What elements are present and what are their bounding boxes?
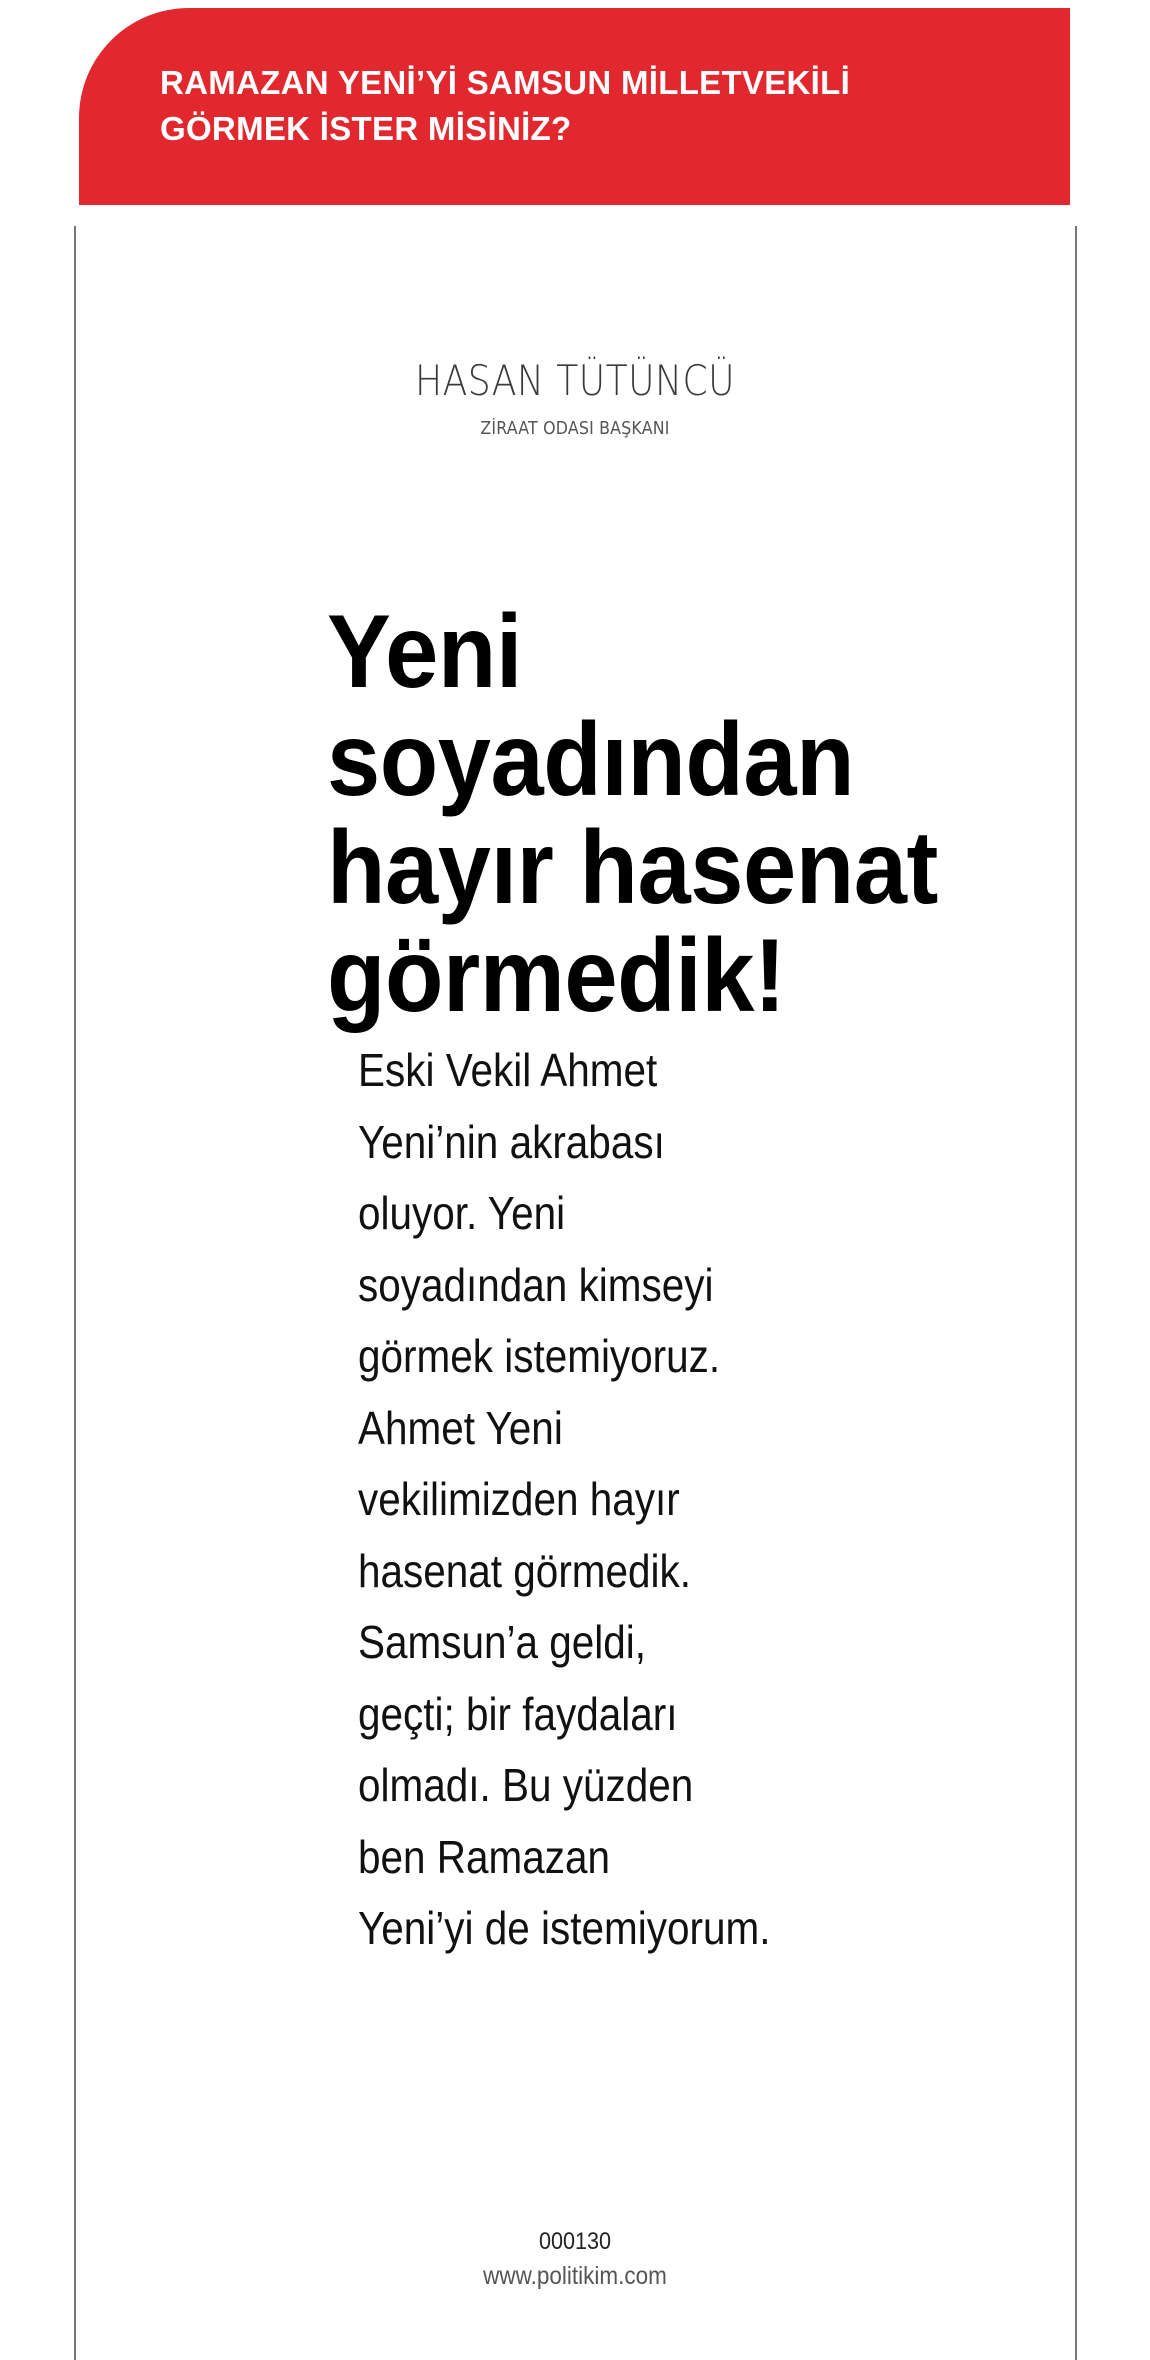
- author-name: HASAN TÜTÜNCÜ: [415, 356, 735, 405]
- body-line: geçti; bir faydaları: [358, 1687, 678, 1740]
- body-line: olmadı. Bu yüzden: [358, 1759, 694, 1811]
- body-line: Yeni’yi de istemiyorum.: [358, 1902, 771, 1954]
- footer-code: 000130: [538, 2228, 612, 2255]
- frame-right-border: [1075, 226, 1077, 2360]
- headline-line: görmedik!: [327, 918, 786, 1034]
- body-line: ben Ramazan: [358, 1830, 611, 1883]
- body-line: Ahmet Yeni: [358, 1401, 563, 1454]
- body-line: vekilimizden hayır: [358, 1473, 680, 1525]
- header-title-line-1: RAMAZAN YENİ’Yİ SAMSUN MİLLETVEKİLİ: [160, 64, 851, 101]
- body-line: hasenat görmedik.: [358, 1544, 692, 1597]
- author-role: ZİRAAT ODASI BAŞKANI: [480, 418, 670, 439]
- frame-left-border: [74, 226, 76, 2360]
- body-line: Samsun’a geldi,: [358, 1616, 647, 1668]
- body-line: Yeni’nin akrabası: [358, 1115, 665, 1168]
- body-line: soyadından kimseyi: [358, 1258, 714, 1311]
- footer-website-link[interactable]: www.politikim.com: [483, 2262, 667, 2290]
- header-title: [160, 60, 1020, 152]
- headline-line: hayır hasenat: [327, 810, 938, 926]
- body-line: oluyor. Yeni: [358, 1187, 566, 1239]
- body-line: görmek istemiyoruz.: [358, 1330, 721, 1382]
- header-title-line-2: GÖRMEK İSTER MİSİNİZ?: [160, 110, 572, 147]
- body-text: [358, 1035, 858, 1965]
- headline: [327, 594, 971, 1034]
- header-banner: [79, 8, 1070, 205]
- body-line: Eski Vekil Ahmet: [358, 1044, 658, 1096]
- headline-line: Yeni: [327, 594, 522, 710]
- headline-line: soyadından: [327, 702, 855, 818]
